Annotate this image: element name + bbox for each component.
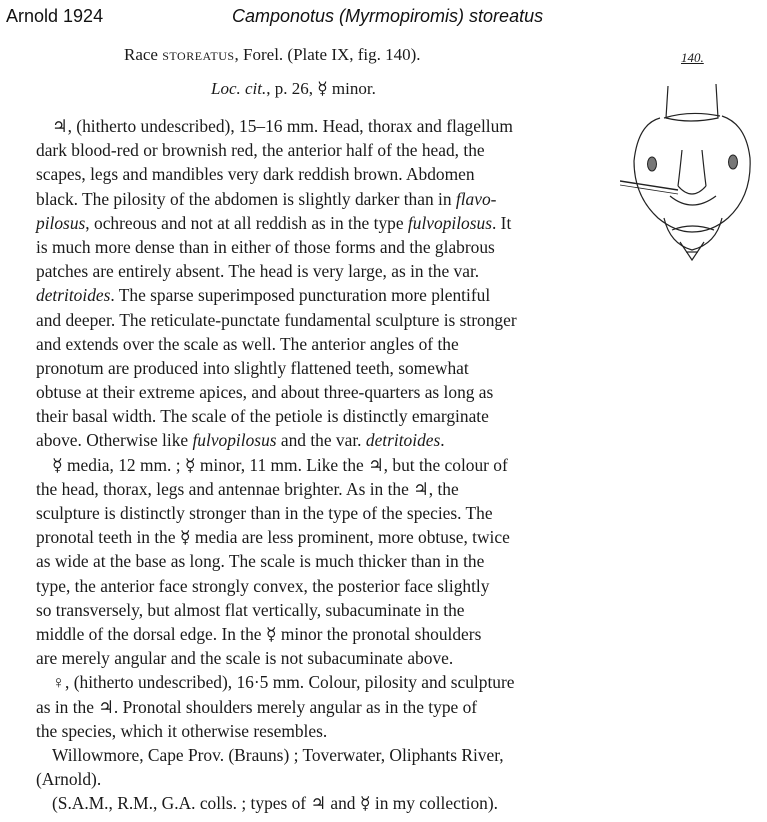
eye-right [729,155,738,169]
text-run: and the var. [276,430,366,451]
italic-term: pilosus [36,212,86,233]
text-line [36,525,517,549]
text-run: sculpture is distinctly stronger than in the type of the species. The [36,503,493,523]
text-run: (S.A.M., R.M., G.A. colls. ; types of ♃ and ☿ in my collection). [52,793,499,814]
text-run: as wide at the base as long. The scale is much thicker than in the [36,551,485,572]
text-line [36,622,517,646]
loc-cit-italic: Loc. cit. [211,79,267,98]
text-run: Willowmore, Cape Prov. (Brauns) ; Toverwater, Oliphants River, [52,744,504,765]
text-line [36,332,517,356]
race-name: storeatus [162,45,235,64]
entry-title [124,45,421,65]
text-line [36,743,517,767]
text-run: the head, thorax, legs and antennae brighter. As in the ♃, the [36,478,459,499]
text-line [36,598,517,622]
text-line [36,114,517,138]
loc-cit-rest: , p. 26, ☿ minor. [266,79,376,98]
eye-left [648,157,657,171]
text-run: so transversely, but almost flat vertically, subacuminate in the [36,599,465,620]
text-line [36,719,517,743]
title-suffix: , Forel. (Plate IX, fig. 140). [234,45,421,64]
text-run: middle of the dorsal edge. In the ☿ minor the pronotal shoulders [36,623,482,644]
text-line [36,138,517,162]
text-line [36,283,517,307]
title-prefix: Race [124,45,163,64]
text-run: patches are entirely absent. The head is very large, as in the var. [36,261,480,282]
text-line [36,791,517,815]
text-run: (Arnold). [36,769,102,790]
text-line [36,211,517,235]
text-line [36,356,517,380]
text-line [36,574,517,598]
text-line [36,162,517,186]
text-run: scapes, legs and mandibles very dark reddish brown. Abdomen [36,164,475,185]
text-line [36,187,517,211]
text-run: their basal width. The scale of the petiole is distinctly emarginate [36,406,489,427]
text-run: and extends over the scale as well. The anterior angles of the [36,333,459,354]
header-citation: Arnold 1924 [6,6,104,26]
text-run: ♀, (hitherto undescribed), 16·5 mm. Colour, pilosity and sculpture [52,672,515,693]
text-line [36,259,517,283]
text-run: ♃, (hitherto undescribed), 15–16 mm. Head, thorax and flagellum [52,116,513,136]
text-run: is much more dense than in either of those forms and the glabrous [36,236,495,257]
text-run: type, the anterior face strongly convex, the posterior face slightly [36,575,490,596]
text-run: and deeper. The reticulate-punctate fundamental sculpture is stronger [36,309,517,330]
text-line [36,501,517,525]
italic-term: detritoides [36,285,111,306]
text-run: obtuse at their extreme apices, and about three-quarters as long as [36,382,494,403]
text-run: . It [491,212,512,233]
text-run: the species, which it otherwise resembles. [36,720,328,741]
text-run: . [440,430,445,451]
text-line [36,380,517,404]
text-run: ☿ media, 12 mm. ; ☿ minor, 11 mm. Like the ♃, but the colour of [52,454,508,475]
italic-term: detritoides [365,430,441,451]
locality-citation [211,79,376,99]
text-line [36,767,517,791]
text-line [36,428,517,452]
italic-term: fulvopilosus [407,212,492,233]
text-run: , ochreous and not at all reddish as in the type [85,212,408,233]
description-body [36,114,517,815]
italic-term: fulvopilosus [192,430,277,451]
text-run: above. Otherwise like [36,430,193,451]
ant-head-illustration [620,46,762,276]
text-run: dark blood-red or brownish red, the anterior half of the head, the [36,140,485,161]
italic-term: flavo- [455,188,497,209]
text-line [36,670,517,694]
text-line [36,404,517,428]
text-line [36,235,517,259]
text-line [36,308,517,332]
text-run: pronotal teeth in the ☿ media are less prominent, more obtuse, twice [36,527,510,548]
text-run: pronotum are produced into slightly flattened teeth, somewhat [36,357,469,378]
text-run: as in the ♃. Pronotal shoulders merely angular as in the type of [36,696,478,717]
text-line [36,695,517,719]
text-run: are merely angular and the scale is not subacuminate above. [36,648,454,669]
header-species-name: Camponotus (Myrmopiromis) storeatus [232,6,544,26]
text-line [36,477,517,501]
text-run: black. The pilosity of the abdomen is slightly darker than in [36,188,456,209]
text-line [36,549,517,573]
text-run: . The sparse superimposed puncturation more plentiful [110,285,491,306]
text-line [36,453,517,477]
figure-number: 140. [681,50,704,65]
text-line [36,646,517,670]
